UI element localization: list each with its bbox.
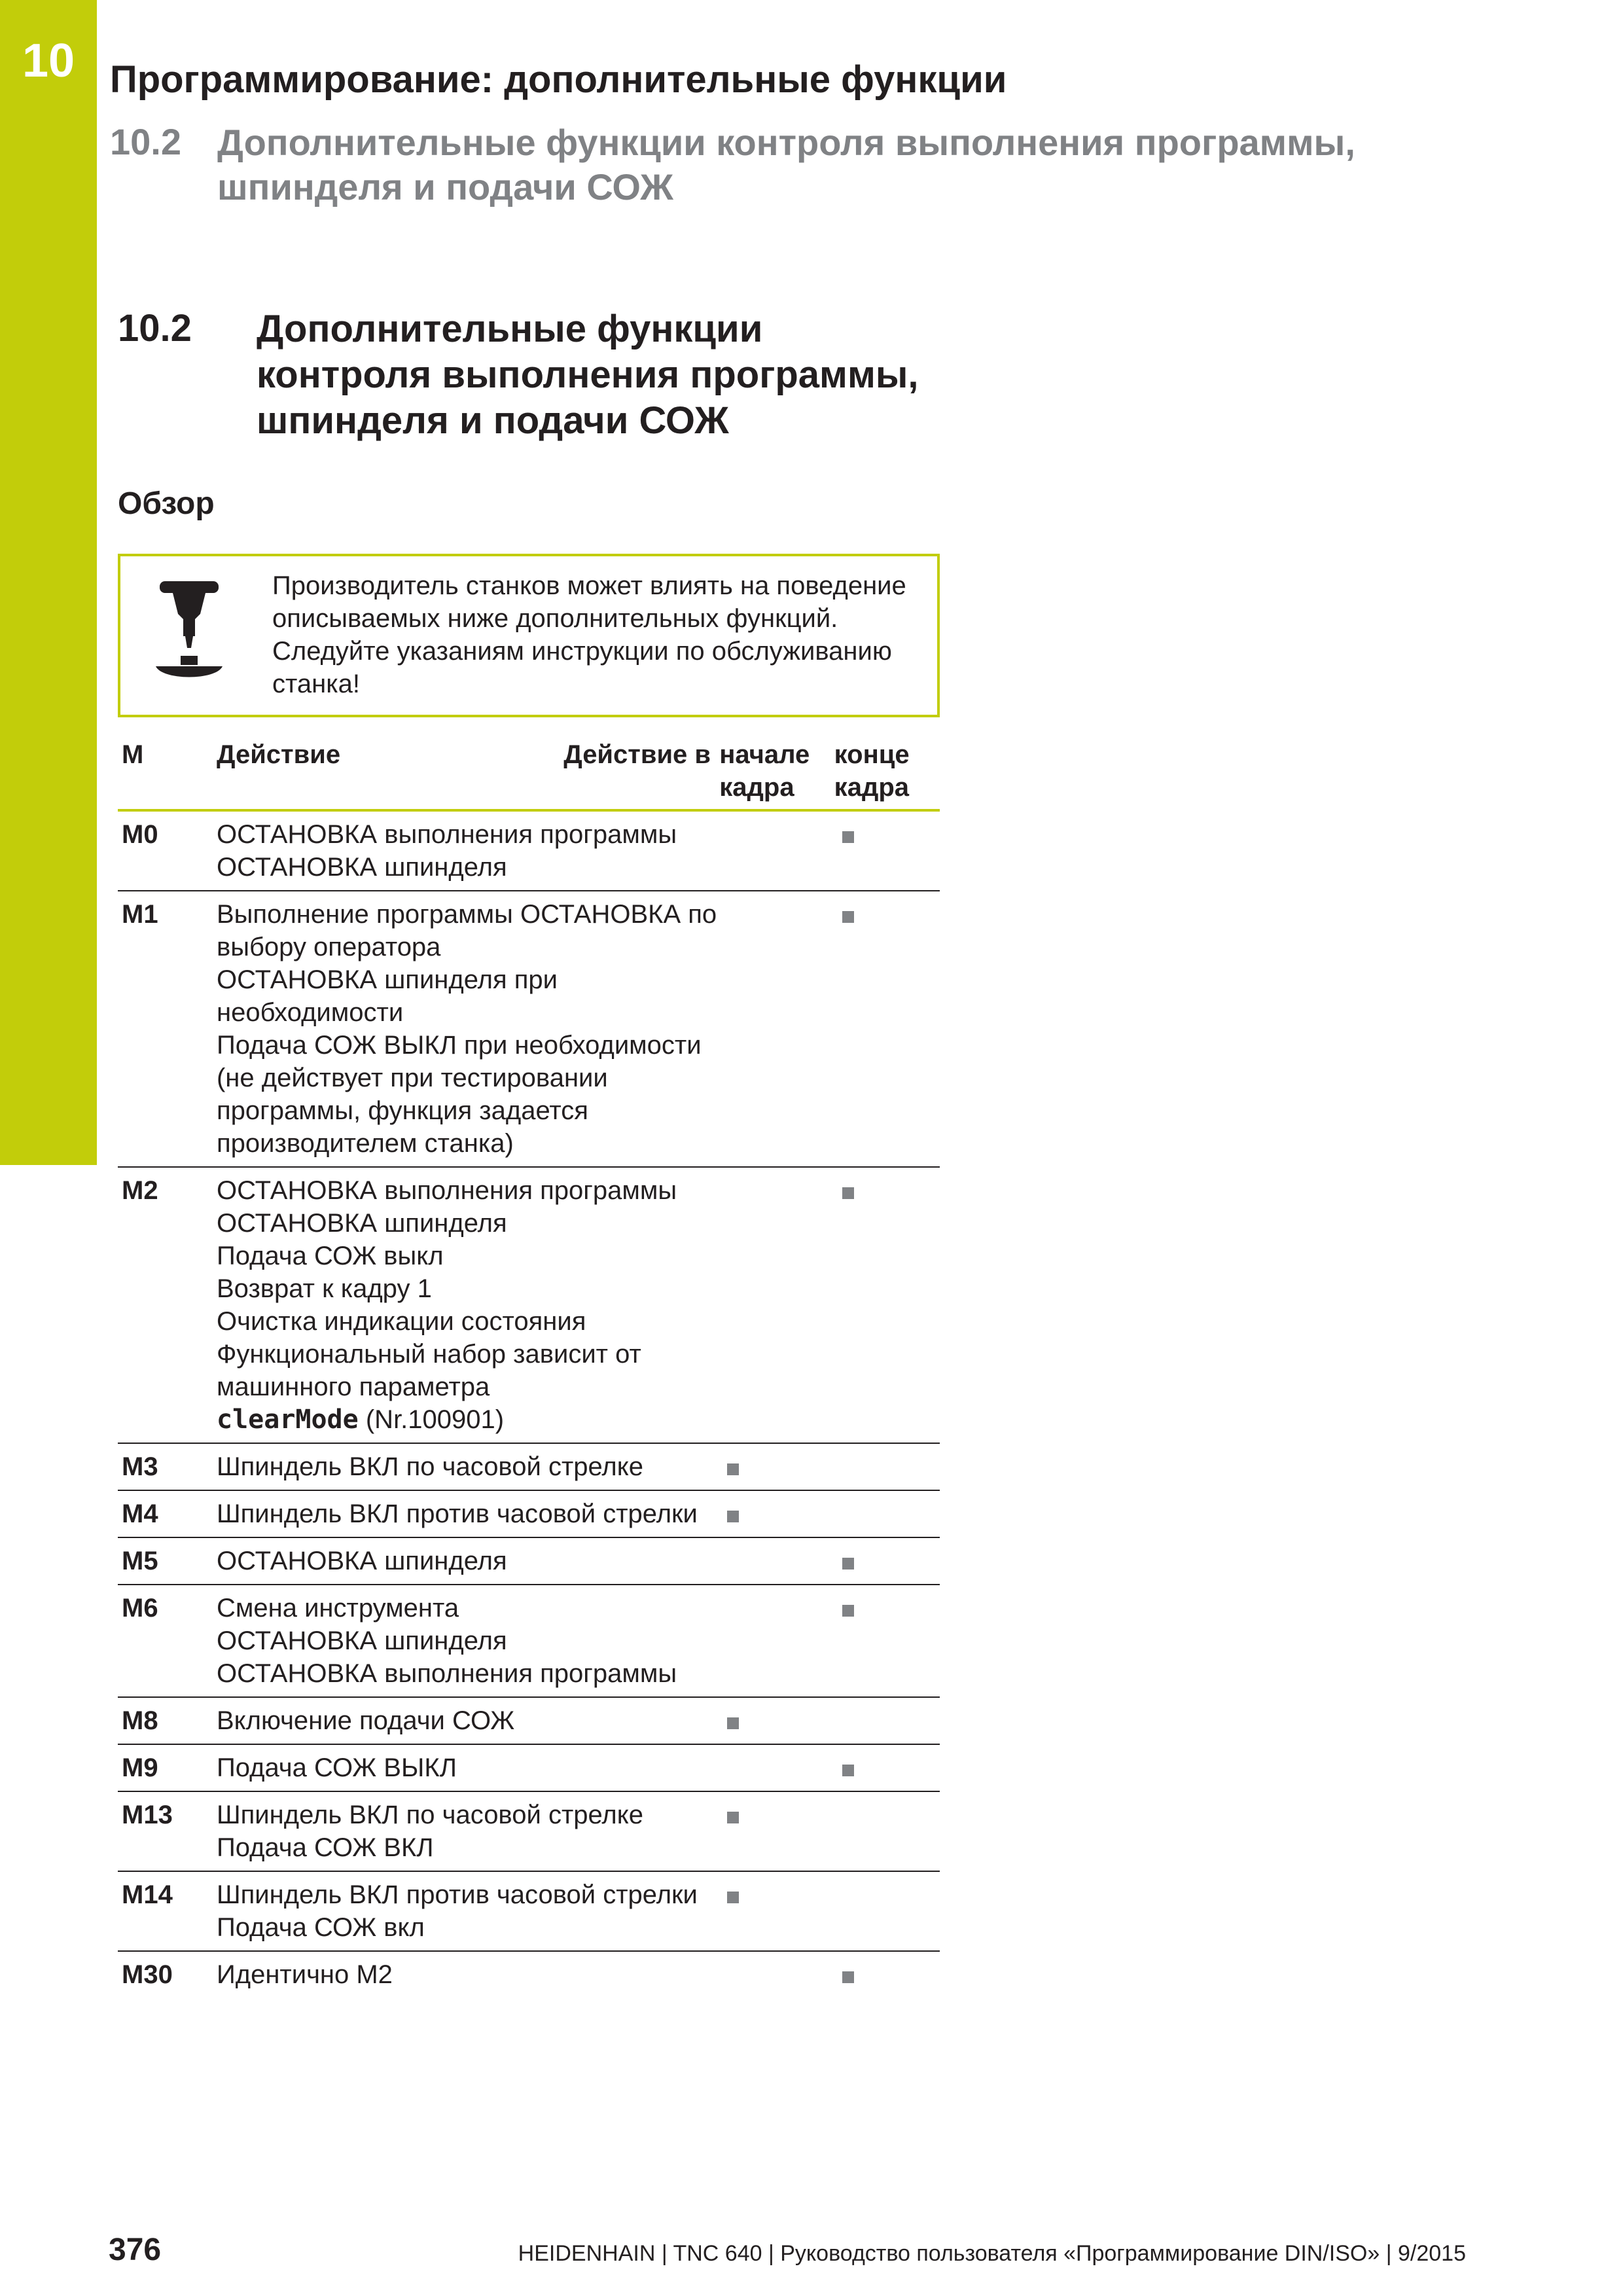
section-title-line: контроля выполнения программы, bbox=[257, 353, 919, 396]
row-action bbox=[217, 1791, 719, 1871]
manufacturer-notice bbox=[118, 554, 940, 717]
square-bullet-icon bbox=[727, 1892, 739, 1903]
header-end: конце кадра bbox=[834, 736, 940, 810]
row-action-line: Шпиндель ВКЛ по часовой стрелке bbox=[216, 1801, 643, 1829]
row-m-code: M14 bbox=[118, 1871, 217, 1951]
row-end-cell bbox=[834, 1951, 940, 1998]
row-action-line: ОСТАНОВКА шпинделя при необходимости bbox=[216, 965, 558, 1027]
row-action bbox=[217, 1951, 719, 1998]
table-row bbox=[118, 1443, 940, 1490]
row-m-code: M8 bbox=[118, 1697, 217, 1744]
running-section-title: Дополнительные функции контроля выполнения программы, шпинделя и подачи СОЖ bbox=[217, 122, 1355, 207]
page-number: 376 bbox=[109, 2233, 162, 2267]
square-bullet-icon bbox=[842, 1605, 854, 1617]
row-end-cell bbox=[834, 1167, 940, 1443]
row-action bbox=[217, 1871, 719, 1951]
row-start-cell bbox=[719, 1791, 834, 1871]
section-title-line: шпинделя и подачи СОЖ bbox=[257, 399, 729, 442]
row-start-cell bbox=[719, 1443, 834, 1490]
table-row bbox=[118, 1744, 940, 1791]
square-bullet-icon bbox=[842, 1558, 854, 1570]
machine-parameter-name: clearMode bbox=[216, 1405, 359, 1435]
table-row bbox=[118, 1490, 940, 1537]
row-m-code: M30 bbox=[122, 1960, 173, 1989]
row-action-line: Выполнение программы ОСТАНОВКА по выбору оператора bbox=[216, 900, 717, 961]
header-action-label: Действие bbox=[216, 740, 341, 769]
row-action-line: Подача СОЖ ВЫКЛ bbox=[216, 1753, 457, 1782]
row-start-cell bbox=[719, 891, 834, 1167]
row-action-line: Включение подачи СОЖ bbox=[216, 1706, 515, 1735]
header-start: начале кадра bbox=[719, 736, 834, 810]
chapter-number: 10 bbox=[22, 35, 75, 87]
row-action-line: ОСТАНОВКА шпинделя bbox=[216, 1209, 507, 1238]
section-title bbox=[257, 306, 976, 444]
row-action-line: ОСТАНОВКА выполнения программы bbox=[216, 820, 677, 849]
row-action-line: Подача СОЖ ВКЛ bbox=[216, 1833, 434, 1862]
row-action-line: ОСТАНОВКА шпинделя bbox=[216, 853, 507, 882]
footer-text: HEIDENHAIN | TNC 640 | Руководство пользователя «Программирование DIN/ISO» | 9/2015 bbox=[518, 2241, 1466, 2266]
overview-heading: Обзор bbox=[118, 486, 215, 521]
row-action-line: Шпиндель ВКЛ по часовой стрелке bbox=[216, 1452, 643, 1481]
row-action-line: Шпиндель ВКЛ против часовой стрелки bbox=[216, 1499, 698, 1528]
square-bullet-icon bbox=[842, 1765, 854, 1776]
row-m-code: M1 bbox=[118, 891, 217, 1167]
row-action bbox=[217, 1443, 719, 1490]
row-m-code: M2 bbox=[118, 1167, 217, 1443]
row-m-code: M5 bbox=[118, 1537, 217, 1585]
row-start-cell bbox=[719, 1951, 834, 1998]
section-number: 10.2 bbox=[118, 307, 192, 350]
row-action-line: ОСТАНОВКА выполнения программы bbox=[216, 1176, 677, 1205]
machine-manufacturer-icon bbox=[153, 576, 225, 694]
row-start-cell bbox=[719, 1697, 834, 1744]
row-end-cell bbox=[834, 1490, 940, 1537]
notice-text: Производитель станков может влиять на поведение описываемых ниже дополнительных функций. Следуйте указаниям инструкции по обслуживанию станка! bbox=[272, 571, 906, 698]
row-end-cell bbox=[834, 1697, 940, 1744]
square-bullet-icon bbox=[842, 911, 854, 923]
table-row bbox=[118, 891, 940, 1167]
row-action bbox=[217, 1167, 719, 1443]
row-start-cell bbox=[719, 1871, 834, 1951]
row-action-line: Подача СОЖ ВЫКЛ при необходимости (не действует при тестировании программы, функция задается производителем станка) bbox=[216, 1031, 702, 1158]
running-section-number: 10.2 bbox=[110, 121, 181, 162]
row-m-code: M6 bbox=[118, 1585, 217, 1697]
table-row bbox=[118, 1585, 940, 1697]
machine-parameter-id: (Nr.100901) bbox=[365, 1405, 505, 1434]
row-start-cell bbox=[719, 1167, 834, 1443]
table-row bbox=[118, 1697, 940, 1744]
row-action bbox=[217, 891, 719, 1167]
row-action-line: Функциональный набор зависит от машинного параметра bbox=[216, 1340, 641, 1401]
row-start-cell bbox=[719, 1490, 834, 1537]
row-end-cell bbox=[834, 891, 940, 1167]
row-end-cell bbox=[834, 1585, 940, 1697]
m-functions-table bbox=[118, 736, 940, 1998]
section-title-line: Дополнительные функции bbox=[257, 308, 763, 350]
row-end-cell bbox=[834, 1537, 940, 1585]
table-row bbox=[118, 1791, 940, 1871]
row-action-line: ОСТАНОВКА выполнения программы bbox=[216, 1659, 677, 1688]
table-row bbox=[118, 810, 940, 891]
header-action-in-label: Действие в bbox=[563, 740, 711, 769]
row-m-code: M9 bbox=[118, 1744, 217, 1791]
row-m-code: M13 bbox=[118, 1791, 217, 1871]
row-end-cell bbox=[834, 1443, 940, 1490]
row-start-cell bbox=[719, 1744, 834, 1791]
chapter-sidebar bbox=[0, 0, 97, 1165]
row-action-line: ОСТАНОВКА шпинделя bbox=[216, 1626, 507, 1655]
table-header-row bbox=[118, 736, 940, 810]
row-action-line: Возврат к кадру 1 bbox=[216, 1274, 432, 1303]
row-m-code: M0 bbox=[118, 810, 217, 891]
row-m-code: M4 bbox=[118, 1490, 217, 1537]
table-body bbox=[118, 810, 940, 1998]
row-end-cell bbox=[834, 810, 940, 891]
table-row bbox=[118, 1951, 940, 1998]
header-m: M bbox=[118, 736, 217, 810]
row-action bbox=[217, 810, 719, 891]
row-action bbox=[217, 1537, 719, 1585]
row-action-line: Очистка индикации состояния bbox=[216, 1307, 586, 1336]
row-start-cell bbox=[719, 810, 834, 891]
row-m-code: M3 bbox=[118, 1443, 217, 1490]
square-bullet-icon bbox=[842, 1187, 854, 1199]
square-bullet-icon bbox=[842, 1971, 854, 1983]
row-action-line: Смена инструмента bbox=[216, 1594, 459, 1623]
square-bullet-icon bbox=[727, 1511, 739, 1522]
table-row bbox=[118, 1871, 940, 1951]
table-row bbox=[118, 1537, 940, 1585]
square-bullet-icon bbox=[727, 1463, 739, 1475]
row-action-line: Идентично M2 bbox=[216, 1960, 393, 1989]
square-bullet-icon bbox=[727, 1717, 739, 1729]
row-action-line: Подача СОЖ выкл bbox=[216, 1242, 444, 1270]
table-row bbox=[118, 1167, 940, 1443]
row-action-line: Шпиндель ВКЛ против часовой стрелки bbox=[216, 1880, 698, 1909]
row-action-line: ОСТАНОВКА шпинделя bbox=[216, 1547, 507, 1575]
header-action bbox=[217, 736, 719, 810]
row-start-cell bbox=[719, 1585, 834, 1697]
square-bullet-icon bbox=[842, 831, 854, 843]
row-action bbox=[217, 1744, 719, 1791]
row-action-line: Подача СОЖ вкл bbox=[216, 1913, 425, 1942]
square-bullet-icon bbox=[727, 1812, 739, 1823]
running-chapter-title: Программирование: дополнительные функции bbox=[110, 58, 1007, 101]
row-end-cell bbox=[834, 1871, 940, 1951]
row-end-cell bbox=[834, 1744, 940, 1791]
row-action bbox=[217, 1585, 719, 1697]
row-action-param bbox=[217, 1403, 719, 1436]
row-action bbox=[217, 1490, 719, 1537]
row-start-cell bbox=[719, 1537, 834, 1585]
row-action bbox=[217, 1697, 719, 1744]
row-end-cell bbox=[834, 1791, 940, 1871]
